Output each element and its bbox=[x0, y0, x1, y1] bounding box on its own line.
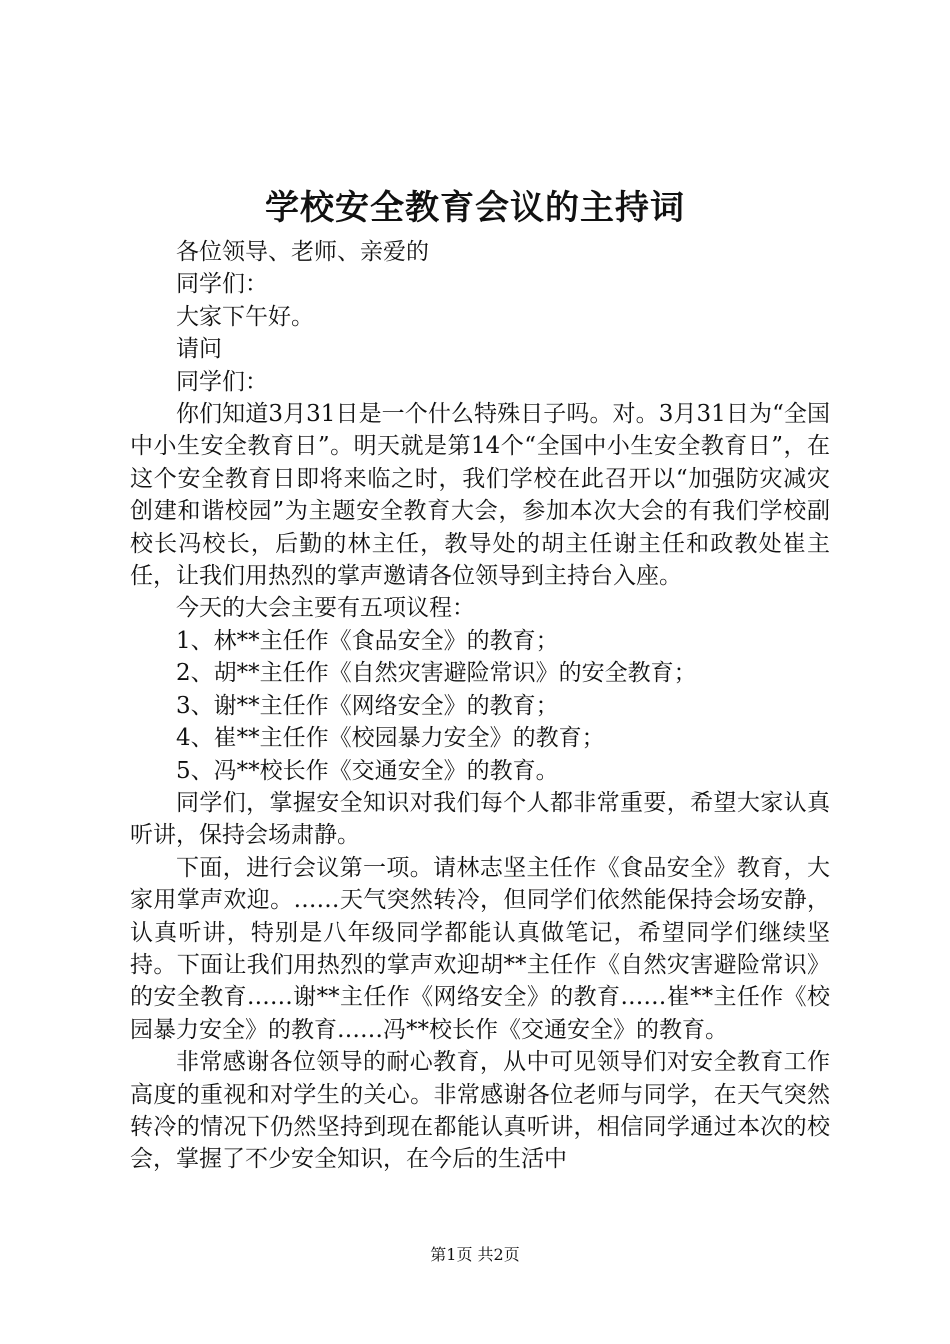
agenda-item-3: 3、谢**主任作《网络安全》的教育； bbox=[176, 692, 559, 719]
paragraph-greeting: 各位领导、老师、亲爱的 bbox=[176, 239, 429, 265]
paragraph-thanks: 非常感谢各位领导的耐心教育，从中可见领导们对安全教育工作高度的重视和对学生的关心。非常感谢各位老师与同学，在天气突然转冷的情况下仍然坚持到现在都能认真听讲，相信同学通过本次的校会，掌握了不少安全知识，在今后的生活中 bbox=[130, 1049, 830, 1173]
paragraph-good-afternoon: 大家下午好。 bbox=[176, 303, 314, 330]
agenda-item-2: 2、胡**主任作《自然灾害避险常识》的安全教育； bbox=[176, 660, 697, 687]
agenda-item-1: 1、林**主任作《食品安全》的教育； bbox=[176, 627, 559, 654]
page-number-footer: 第1页 共2页 bbox=[430, 1245, 520, 1264]
paragraph-greeting-2: 同学们： bbox=[176, 271, 268, 298]
paragraph-intro: 你们知道3月31日是一个什么特殊日子吗。对。3月31日为“全国中小生安全教育日”。明天就是第14个“全国中小生安全教育日”，在这个安全教育日即将来临之时，我们学校在此召开以“加强防灾减灾创建和谐校园”为主题安全教育大会，参加本次大会的有我们学校副校长冯校长，后勤的林主任，教导处的胡主任谢主任和政教处崔主任，让我们用热烈的掌声邀请各位领导到主持台入座。 bbox=[130, 401, 830, 590]
paragraph-question: 请问 bbox=[176, 336, 222, 363]
document-title: 学校安全教育会议的主持词 bbox=[265, 188, 685, 228]
paragraph-reminder: 同学们，掌握安全知识对我们每个人都非常重要，希望大家认真听讲，保持会场肃静。 bbox=[130, 789, 830, 849]
agenda-item-5: 5、冯**校长作《交通安全》的教育。 bbox=[176, 757, 559, 784]
paragraph-students: 同学们： bbox=[176, 368, 268, 395]
document-body bbox=[130, 236, 830, 1176]
agenda-item-4: 4、崔**主任作《校园暴力安全》的教育； bbox=[176, 725, 605, 752]
paragraph-proceedings: 下面，进行会议第一项。请林志坚主任作《食品安全》教育，大家用掌声欢迎。……天气突然转冷，但同学们依然能保持会场安静，认真听讲，特别是八年级同学都能认真做笔记，希望同学们继续坚持。下面让我们用热烈的掌声欢迎胡**主任作《自然灾害避险常识》的安全教育……谢**主任作《网络安全》的教育……崔**主任作《校园暴力安全》的教育……冯**校长作《交通安全》的教育。 bbox=[130, 854, 830, 1043]
paragraph-agenda-heading: 今天的大会主要有五项议程： bbox=[176, 595, 475, 622]
